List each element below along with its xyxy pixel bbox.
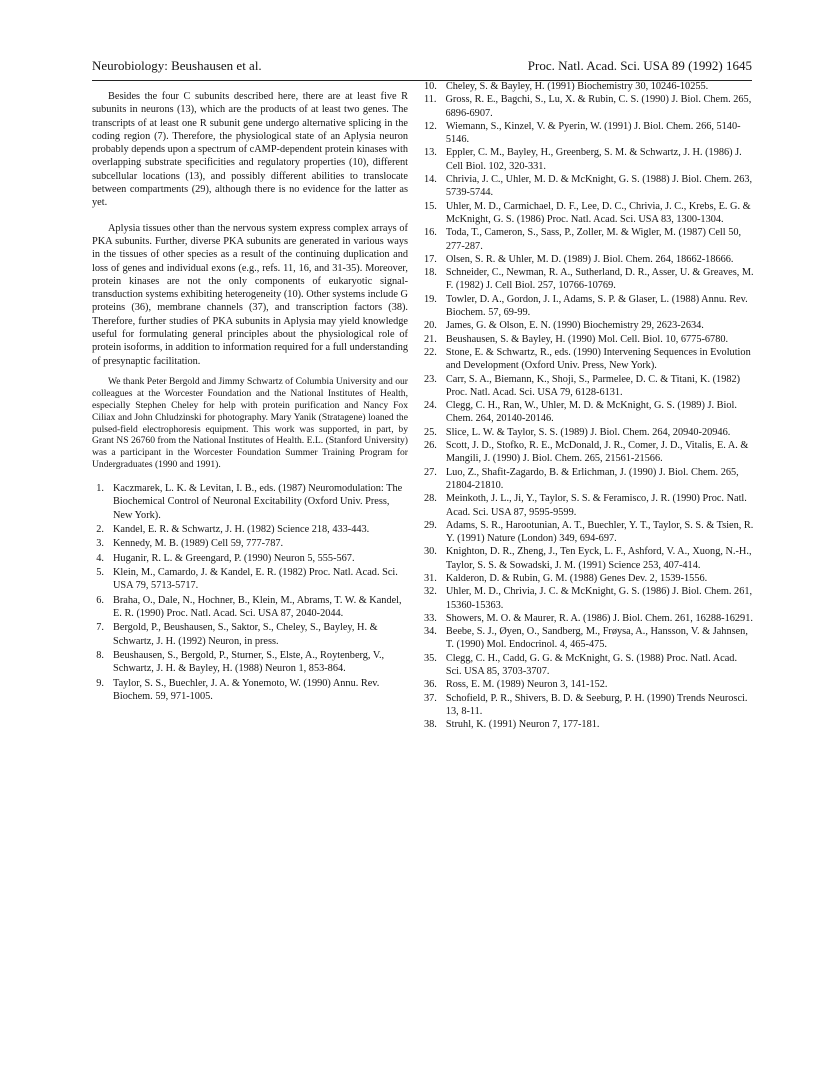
- reference-number: 29.: [424, 519, 437, 531]
- reference-text: Olsen, S. R. & Uhler, M. D. (1989) J. Biol. Chem. 264, 18662-18666.: [445, 253, 734, 265]
- reference-number: 3.: [96, 538, 104, 550]
- reference-number: 32.: [424, 586, 437, 598]
- reference-item: [424, 545, 754, 572]
- reference-list-left: [92, 482, 408, 703]
- left-column: [92, 90, 408, 704]
- reference-text: Gross, R. E., Bagchi, S., Lu, X. & Rubin, C. S. (1990) J. Biol. Chem. 265, 6896-6907.: [445, 94, 752, 119]
- reference-text: Meinkoth, J. L., Ji, Y., Taylor, S. S. & Feramisco, J. R. (1990) Proc. Natl. Acad. Sci. USA 87, 9595-9599.: [445, 493, 747, 518]
- reference-text: Adams, S. R., Harootunian, A. T., Buechler, Y. T., Taylor, S. S. & Tsien, R. Y. (1991) Nature (London) 349, 694-697.: [445, 519, 754, 545]
- reference-number: 10.: [424, 81, 437, 92]
- reference-number: 20.: [424, 320, 437, 332]
- reference-number: 12.: [424, 120, 437, 132]
- reference-number: 34.: [424, 626, 437, 638]
- reference-item: [424, 678, 754, 691]
- reference-number: 23.: [424, 373, 437, 385]
- running-header: [92, 56, 752, 76]
- reference-item: [424, 426, 754, 439]
- reference-item: [92, 537, 408, 550]
- reference-item: [92, 523, 408, 536]
- reference-item: [424, 333, 754, 346]
- reference-item: [424, 80, 754, 93]
- reference-number: 19.: [424, 293, 437, 305]
- reference-number: 30.: [424, 546, 437, 558]
- reference-number: 14.: [424, 174, 437, 186]
- reference-text: Beushausen, S. & Bayley, H. (1990) Mol. Cell. Biol. 10, 6775-6780.: [445, 333, 729, 345]
- reference-item: [92, 677, 408, 704]
- reference-item: [424, 692, 754, 719]
- reference-item: [424, 120, 754, 147]
- reference-number: 25.: [424, 426, 437, 438]
- reference-text: Clegg, C. H., Cadd, G. G. & McKnight, G. S. (1988) Proc. Natl. Acad. Sci. USA 85, 3703-3707.: [445, 652, 738, 678]
- reference-text: Beushausen, S., Bergold, P., Sturner, S., Elste, A., Roytenberg, V., Schwartz, J. H. & Bayley, H. (1988) Neuron 1, 853-864.: [113, 650, 385, 675]
- reference-text: Klein, M., Camardo, J. & Kandel, E. R. (1982) Proc. Natl. Acad. Sci. USA 79, 5713-5717.: [113, 567, 398, 592]
- reference-item: [424, 93, 754, 120]
- reference-text: Stone, E. & Schwartz, R., eds. (1990) Intervening Sequences in Evolution and Development (Oxford Univ. Press, New York).: [445, 346, 751, 372]
- reference-text: Showers, M. O. & Maurer, R. A. (1986) J. Biol. Chem. 261, 16288-16291.: [445, 612, 753, 624]
- reference-number: 31.: [424, 572, 437, 584]
- reference-text: Towler, D. A., Gordon, J. I., Adams, S. P. & Glaser, L. (1988) Annu. Rev. Biochem. 57, 69-99.: [445, 293, 748, 319]
- reference-item: [424, 625, 754, 652]
- reference-text: Luo, Z., Shafit-Zagardo, B. & Erlichman, J. (1990) J. Biol. Chem. 265, 21804-21810.: [445, 466, 739, 491]
- reference-text: Kaczmarek, L. K. & Levitan, I. B., eds. (1987) Neuromodulation: The Biochemical Control of Neuronal Excitability (Oxford Univ. Press, New York).: [113, 483, 403, 521]
- reference-number: 6.: [96, 594, 104, 606]
- reference-item: [92, 594, 408, 621]
- reference-text: Bergold, P., Beushausen, S., Saktor, S., Cheley, S., Bayley, H. & Schwartz, J. H. (1992) Neuron, in press.: [113, 622, 378, 647]
- reference-item: [424, 572, 754, 585]
- reference-item: [424, 718, 754, 731]
- reference-text: Kennedy, M. B. (1989) Cell 59, 777-787.: [113, 538, 284, 550]
- reference-text: Struhl, K. (1991) Neuron 7, 177-181.: [445, 719, 600, 731]
- reference-text: Eppler, C. M., Bayley, H., Greenberg, S. M. & Schwartz, J. H. (1986) J. Cell Biol. 102, 320-331.: [445, 147, 742, 172]
- reference-item: [424, 373, 754, 400]
- reference-number: 1.: [96, 483, 104, 495]
- reference-number: 17.: [424, 253, 437, 265]
- reference-item: [424, 652, 754, 679]
- reference-text: Schneider, C., Newman, R. A., Sutherland, D. R., Asser, U. & Greaves, M. F. (1982) J. Cell Biol. 257, 10766-10769.: [445, 267, 754, 292]
- reference-number: 21.: [424, 333, 437, 345]
- reference-text: Braha, O., Dale, N., Hochner, B., Klein, M., Abrams, T. W. & Kandel, E. R. (1990) Proc. Natl. Acad. Sci. USA 87, 2040-2044.: [113, 594, 402, 620]
- reference-number: 36.: [424, 679, 437, 691]
- reference-text: Beebe, S. J., Øyen, O., Sandberg, M., Frøysa, A., Hansson, V. & Jahnsen, T. (1990) Mol. Endocrinol. 4, 465-475.: [445, 626, 748, 651]
- running-header-left: Neurobiology: Beushausen et al.: [92, 58, 262, 73]
- reference-text: Knighton, D. R., Zheng, J., Ten Eyck, L. F., Ashford, V. A., Xuong, N.-H., Taylor, S. S. & Sowadski, J. M. (1991) Science 253, 407-414.: [445, 546, 752, 571]
- reference-text: Slice, L. W. & Taylor, S. S. (1989) J. Biol. Chem. 264, 20940-20946.: [445, 426, 731, 438]
- reference-number: 15.: [424, 200, 437, 212]
- reference-text: Chrivia, J. C., Uhler, M. D. & McKnight, G. S. (1988) J. Biol. Chem. 263, 5739-5744.: [445, 174, 753, 199]
- reference-item: [424, 266, 754, 293]
- reference-text: Cheley, S. & Bayley, H. (1991) Biochemistry 30, 10246-10255.: [445, 81, 709, 92]
- reference-number: 24.: [424, 400, 437, 412]
- reference-text: Carr, S. A., Biemann, K., Shoji, S., Parmelee, D. C. & Titani, K. (1982) Proc. Natl. Acad. Sci. USA 79, 6128-6131.: [445, 373, 741, 398]
- reference-item: [424, 466, 754, 493]
- reference-text: Kandel, E. R. & Schwartz, J. H. (1982) Science 218, 433-443.: [113, 524, 370, 536]
- reference-item: [424, 226, 754, 253]
- reference-item: [92, 482, 408, 522]
- acknowledgment: We thank Peter Bergold and Jimmy Schwartz of Columbia University and our colleagues at the Worcester Foundation and the National Institutes of Health, especially Stephen Cheley for help with protein purification and Nancy Fox Ciliax and John Chludzinski for photography. Mary Yanik (Stratagene) loaned the pulsed-field electrophoresis equipment. This work was supported, in part, by Grant NS 26760 from the National Institutes of Health. E.L. (Stanford University) was a participant in the Worcester Foundation Summer Training Program for Undergraduates (1990 and 1991).: [92, 375, 408, 471]
- reference-item: [424, 173, 754, 200]
- reference-item: [424, 612, 754, 625]
- reference-number: 35.: [424, 652, 437, 664]
- reference-item: [424, 346, 754, 373]
- reference-number: 16.: [424, 227, 437, 239]
- reference-item: [92, 621, 408, 648]
- reference-number: 2.: [96, 524, 104, 536]
- reference-text: Schofield, P. R., Shivers, B. D. & Seeburg, P. H. (1990) Trends Neurosci. 13, 8-11.: [445, 692, 748, 717]
- reference-number: 9.: [96, 677, 104, 689]
- reference-item: [424, 319, 754, 332]
- reference-text: Clegg, C. H., Ran, W., Uhler, M. D. & McKnight, G. S. (1989) J. Biol. Chem. 264, 20140-20146.: [445, 400, 737, 425]
- body-paragraph: Aplysia tissues other than the nervous system express complex arrays of PKA subunits. Further, diverse PKA subunits are generated in various ways in the tissues of other species as a result of the continuing duplication and loss of genes and individual exons (e.g., refs. 11, 16, and 31-35). Moreover, protein kinases are not the only components of eukaryotic signal-transduction systems exhibiting heterogeneity (10). Other systems include G proteins (36), membrane channels (37), and transcription factors (38). Therefore, further studies of PKA subunits in Aplysia may yield knowledge useful for formulating general principles about the physiological role of protein isoforms, in addition to information required for a full understanding of presynaptic facilitation.: [92, 222, 408, 367]
- reference-text: Kalderon, D. & Rubin, G. M. (1988) Genes Dev. 2, 1539-1556.: [445, 572, 708, 584]
- reference-text: Toda, T., Cameron, S., Sass, P., Zoller, M. & Wigler, M. (1987) Cell 50, 277-287.: [445, 227, 742, 252]
- reference-text: Wiemann, S., Kinzel, V. & Pyerin, W. (1991) J. Biol. Chem. 266, 5140-5146.: [445, 120, 741, 146]
- reference-number: 28.: [424, 493, 437, 505]
- reference-item: [424, 253, 754, 266]
- reference-text: Uhler, M. D., Chrivia, J. C. & McKnight, G. S. (1986) J. Biol. Chem. 261, 15360-15363.: [445, 586, 753, 611]
- reference-number: 22.: [424, 346, 437, 358]
- reference-number: 8.: [96, 650, 104, 662]
- running-header-right: Proc. Natl. Acad. Sci. USA 89 (1992) 1645: [527, 58, 752, 73]
- reference-item: [424, 585, 754, 612]
- reference-item: [92, 552, 408, 565]
- reference-item: [424, 146, 754, 173]
- reference-number: 37.: [424, 692, 437, 704]
- reference-text: Scott, J. D., Stofko, R. E., McDonald, J. R., Comer, J. D., Vitalis, E. A. & Mangili, J. (1990) J. Biol. Chem. 265, 21561-21566.: [445, 440, 749, 465]
- reference-list-right: [424, 80, 754, 732]
- reference-item: [424, 439, 754, 466]
- reference-text: James, G. & Olson, E. N. (1990) Biochemistry 29, 2623-2634.: [445, 320, 704, 332]
- reference-number: 18.: [424, 267, 437, 279]
- body-paragraph: Besides the four C subunits described here, there are at least five R subunits in neurons (13), which are the products of at least two genes. The transcripts of at least one R subunit gene undergo alternative splicing in the coding region (7). Therefore, the physiological state of an Aplysia neuron probably depends upon a spectrum of cAMP-dependent protein kinases with overlapping substrate specificities and regulatory properties (10), different subcellular locations (13), and possibly different abilities to translocate between compartments (29), although there is no evidence for the latter as yet.: [92, 91, 408, 209]
- reference-text: Uhler, M. D., Carmichael, D. F., Lee, D. C., Chrivia, J. C., Krebs, E. G. & McKnight, G. S. (1986) Proc. Natl. Acad. Sci. USA 83, 1300-1304.: [445, 200, 751, 225]
- reference-item: [424, 200, 754, 227]
- reference-item: [92, 566, 408, 593]
- reference-text: Huganir, R. L. & Greengard, P. (1990) Neuron 5, 555-567.: [113, 552, 355, 564]
- reference-text: Taylor, S. S., Buechler, J. A. & Yonemoto, W. (1990) Annu. Rev. Biochem. 59, 971-1005.: [113, 677, 380, 703]
- reference-number: 27.: [424, 466, 437, 478]
- right-column: [424, 80, 754, 732]
- reference-number: 5.: [96, 567, 104, 579]
- reference-number: 26.: [424, 440, 437, 452]
- reference-number: 38.: [424, 719, 437, 731]
- reference-number: 11.: [424, 94, 437, 106]
- reference-number: 33.: [424, 612, 437, 624]
- reference-item: [424, 492, 754, 519]
- reference-item: [424, 293, 754, 320]
- reference-item: [92, 649, 408, 676]
- reference-text: Ross, E. M. (1989) Neuron 3, 141-152.: [445, 679, 608, 691]
- reference-number: 4.: [96, 552, 104, 564]
- reference-item: [424, 399, 754, 426]
- reference-number: 7.: [96, 622, 104, 634]
- reference-item: [424, 519, 754, 546]
- reference-number: 13.: [424, 147, 437, 159]
